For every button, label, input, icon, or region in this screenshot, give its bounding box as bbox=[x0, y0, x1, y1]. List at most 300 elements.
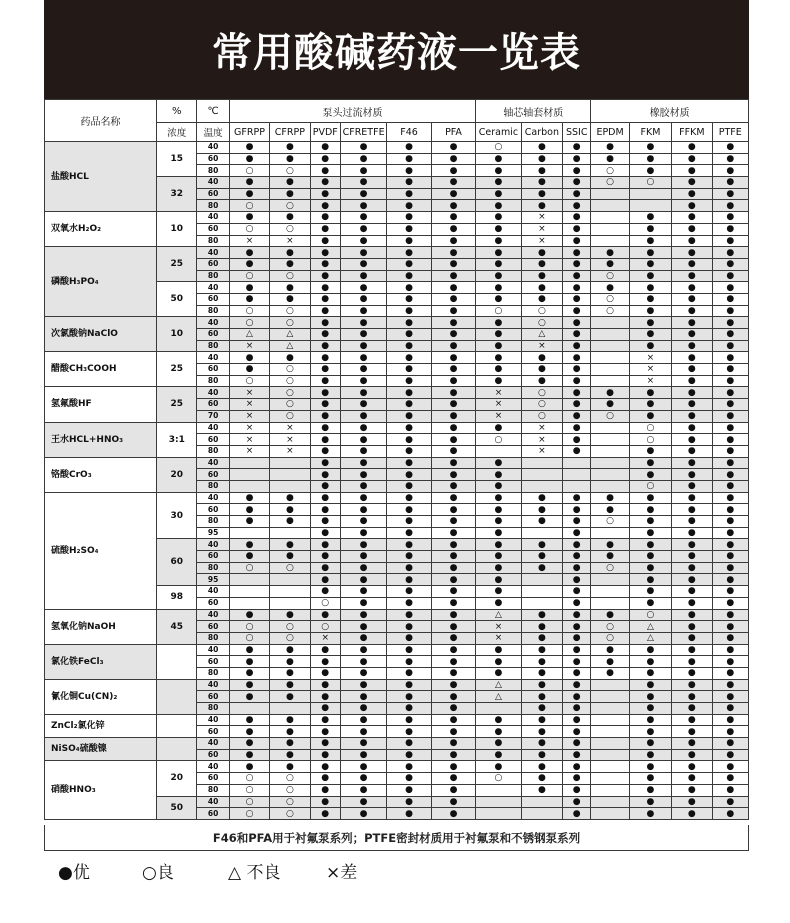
rating-cell: ● bbox=[712, 621, 748, 633]
rating-cell: ● bbox=[563, 235, 591, 247]
rating-cell: ● bbox=[431, 714, 476, 726]
rating-cell bbox=[591, 574, 629, 586]
rating-cell: ● bbox=[340, 714, 386, 726]
rating-cell: ● bbox=[229, 352, 269, 364]
rating-cell: ● bbox=[387, 200, 431, 212]
chemical-name: 双氧水H₂O₂ bbox=[45, 212, 157, 247]
rating-cell: ● bbox=[629, 445, 671, 457]
rating-cell: ○ bbox=[629, 177, 671, 189]
rating-cell: ● bbox=[629, 644, 671, 656]
temperature-cell: 60 bbox=[197, 399, 229, 411]
rating-cell: ● bbox=[712, 574, 748, 586]
rating-cell: ● bbox=[340, 457, 386, 469]
rating-cell: ● bbox=[672, 796, 712, 808]
rating-cell bbox=[270, 597, 310, 609]
rating-cell bbox=[521, 796, 562, 808]
rating-cell: × bbox=[521, 223, 562, 235]
rating-cell: ● bbox=[476, 270, 521, 282]
table-row bbox=[45, 609, 749, 621]
rating-cell bbox=[229, 469, 269, 481]
rating-cell: ● bbox=[672, 247, 712, 259]
chemical-name: 氢氧化钠NaOH bbox=[45, 609, 157, 644]
rating-cell: ● bbox=[340, 632, 386, 644]
rating-cell: △ bbox=[476, 679, 521, 691]
rating-cell: ● bbox=[431, 761, 476, 773]
rating-cell: ● bbox=[340, 679, 386, 691]
rating-cell bbox=[591, 773, 629, 785]
rating-cell: ● bbox=[591, 609, 629, 621]
rating-cell: ○ bbox=[229, 773, 269, 785]
rating-cell: ● bbox=[712, 177, 748, 189]
rating-cell: ● bbox=[629, 527, 671, 539]
rating-cell: ● bbox=[521, 375, 562, 387]
rating-cell: ● bbox=[521, 632, 562, 644]
rating-cell: ● bbox=[563, 188, 591, 200]
rating-cell: ● bbox=[310, 761, 340, 773]
rating-cell: ● bbox=[310, 177, 340, 189]
temperature-cell: 40 bbox=[197, 457, 229, 469]
rating-cell: ● bbox=[387, 247, 431, 259]
rating-cell: ● bbox=[712, 212, 748, 224]
rating-cell: ● bbox=[672, 726, 712, 738]
rating-cell: ○ bbox=[521, 305, 562, 317]
rating-cell: ● bbox=[672, 714, 712, 726]
rating-cell: ● bbox=[672, 469, 712, 481]
rating-cell: ● bbox=[521, 539, 562, 551]
rating-cell: ● bbox=[476, 726, 521, 738]
rating-cell: ● bbox=[431, 282, 476, 294]
rating-cell bbox=[591, 434, 629, 446]
rating-cell: ● bbox=[672, 667, 712, 679]
rating-cell: ● bbox=[310, 539, 340, 551]
rating-cell: ● bbox=[340, 235, 386, 247]
rating-cell bbox=[591, 784, 629, 796]
rating-cell: ○ bbox=[229, 165, 269, 177]
rating-cell: ● bbox=[712, 527, 748, 539]
rating-cell: ● bbox=[672, 223, 712, 235]
rating-cell: × bbox=[229, 422, 269, 434]
rating-cell: ● bbox=[629, 469, 671, 481]
temperature-cell: 40 bbox=[197, 352, 229, 364]
rating-cell bbox=[591, 445, 629, 457]
rating-cell bbox=[591, 527, 629, 539]
rating-cell: × bbox=[476, 399, 521, 411]
table-row bbox=[45, 644, 749, 656]
rating-cell: ● bbox=[629, 223, 671, 235]
concentration-cell: 50 bbox=[157, 796, 197, 819]
rating-cell: ● bbox=[270, 714, 310, 726]
rating-cell: ○ bbox=[270, 796, 310, 808]
material-header: F46 bbox=[387, 123, 431, 142]
temperature-cell: 70 bbox=[197, 410, 229, 422]
rating-cell: ● bbox=[476, 492, 521, 504]
rating-cell: ● bbox=[340, 586, 386, 598]
rating-cell: ● bbox=[672, 387, 712, 399]
rating-cell: ● bbox=[712, 399, 748, 411]
rating-cell: ● bbox=[476, 223, 521, 235]
rating-cell: ● bbox=[229, 609, 269, 621]
rating-cell: ● bbox=[431, 293, 476, 305]
rating-cell: ● bbox=[521, 761, 562, 773]
table-body bbox=[45, 142, 749, 820]
rating-cell bbox=[591, 212, 629, 224]
rating-cell: ● bbox=[431, 422, 476, 434]
rating-cell: ● bbox=[672, 621, 712, 633]
rating-cell: ● bbox=[431, 434, 476, 446]
rating-cell: ● bbox=[476, 562, 521, 574]
rating-cell: ● bbox=[672, 562, 712, 574]
rating-cell: ● bbox=[431, 142, 476, 154]
rating-cell: ● bbox=[476, 235, 521, 247]
temperature-cell: 40 bbox=[197, 422, 229, 434]
concentration-cell bbox=[157, 714, 197, 737]
chemical-name: 王水HCL+HNO₃ bbox=[45, 422, 157, 457]
rating-cell: ● bbox=[431, 340, 476, 352]
rating-cell: ● bbox=[387, 165, 431, 177]
rating-cell: ● bbox=[563, 738, 591, 750]
rating-cell bbox=[476, 445, 521, 457]
temperature-cell: 80 bbox=[197, 667, 229, 679]
rating-cell: ● bbox=[340, 644, 386, 656]
rating-cell bbox=[476, 784, 521, 796]
rating-cell bbox=[591, 422, 629, 434]
temperature-cell: 40 bbox=[197, 738, 229, 750]
rating-cell: ● bbox=[387, 586, 431, 598]
temperature-cell: 60 bbox=[197, 293, 229, 305]
rating-cell bbox=[591, 188, 629, 200]
table-row bbox=[45, 247, 749, 259]
rating-cell: ● bbox=[476, 714, 521, 726]
rating-cell: △ bbox=[270, 340, 310, 352]
rating-cell: ● bbox=[591, 247, 629, 259]
rating-cell: ● bbox=[310, 574, 340, 586]
rating-cell: ● bbox=[563, 749, 591, 761]
temperature-cell: 60 bbox=[197, 504, 229, 516]
table-row bbox=[45, 387, 749, 399]
rating-cell: ● bbox=[672, 410, 712, 422]
rating-cell: ● bbox=[270, 644, 310, 656]
rating-cell: ● bbox=[672, 422, 712, 434]
legend-item-bad bbox=[326, 858, 357, 883]
rating-cell: ● bbox=[229, 516, 269, 528]
rating-cell: ● bbox=[629, 714, 671, 726]
rating-cell: ● bbox=[340, 761, 386, 773]
rating-cell: × bbox=[521, 340, 562, 352]
rating-cell bbox=[270, 703, 310, 715]
rating-cell: ● bbox=[712, 364, 748, 376]
rating-cell: ● bbox=[387, 177, 431, 189]
rating-cell: ● bbox=[340, 399, 386, 411]
temperature-cell: 80 bbox=[197, 340, 229, 352]
rating-cell: ● bbox=[476, 551, 521, 563]
temperature-cell: 40 bbox=[197, 247, 229, 259]
rating-cell: ● bbox=[340, 445, 386, 457]
legend-label: 差 bbox=[340, 862, 358, 883]
rating-cell: ● bbox=[629, 586, 671, 598]
rating-cell: ● bbox=[521, 773, 562, 785]
rating-cell: ● bbox=[629, 399, 671, 411]
rating-cell bbox=[270, 574, 310, 586]
rating-cell: ● bbox=[340, 247, 386, 259]
legend-label: 良 bbox=[156, 862, 174, 883]
rating-cell: ○ bbox=[310, 597, 340, 609]
rating-cell: ● bbox=[340, 305, 386, 317]
rating-cell: ○ bbox=[476, 142, 521, 154]
rating-cell: △ bbox=[476, 609, 521, 621]
rating-cell: ● bbox=[672, 270, 712, 282]
rating-cell: ● bbox=[476, 644, 521, 656]
rating-cell: ● bbox=[340, 410, 386, 422]
rating-cell: ● bbox=[229, 761, 269, 773]
rating-cell: ● bbox=[672, 142, 712, 154]
rating-cell: ● bbox=[672, 200, 712, 212]
rating-cell: ● bbox=[310, 235, 340, 247]
rating-cell: ● bbox=[310, 504, 340, 516]
rating-cell: ● bbox=[712, 516, 748, 528]
rating-cell: ● bbox=[712, 188, 748, 200]
rating-cell: ● bbox=[521, 679, 562, 691]
rating-cell: ● bbox=[712, 329, 748, 341]
rating-cell: ● bbox=[431, 667, 476, 679]
rating-cell: ● bbox=[310, 410, 340, 422]
chemical-name: 氯化铁FeCl₃ bbox=[45, 644, 157, 679]
rating-cell: ○ bbox=[591, 621, 629, 633]
rating-cell: ● bbox=[431, 258, 476, 270]
rating-cell: ● bbox=[521, 177, 562, 189]
rating-cell: ● bbox=[340, 703, 386, 715]
rating-cell: ● bbox=[672, 597, 712, 609]
temperature-cell: 40 bbox=[197, 387, 229, 399]
rating-cell: ● bbox=[629, 761, 671, 773]
rating-cell: ● bbox=[431, 656, 476, 668]
legend-item-good bbox=[142, 858, 228, 883]
temperature-cell: 60 bbox=[197, 773, 229, 785]
rating-cell: ● bbox=[310, 773, 340, 785]
rating-cell: ● bbox=[229, 492, 269, 504]
rating-cell: ● bbox=[340, 539, 386, 551]
rating-cell: ○ bbox=[229, 562, 269, 574]
rating-cell: ● bbox=[431, 749, 476, 761]
rating-cell: ● bbox=[340, 773, 386, 785]
rating-cell: ● bbox=[712, 223, 748, 235]
rating-cell: ● bbox=[672, 516, 712, 528]
rating-cell: ● bbox=[712, 434, 748, 446]
rating-cell: ● bbox=[270, 749, 310, 761]
rating-cell: ● bbox=[310, 188, 340, 200]
rating-cell: ● bbox=[712, 293, 748, 305]
rating-cell: ● bbox=[629, 551, 671, 563]
rating-cell: ● bbox=[712, 703, 748, 715]
rating-cell: ● bbox=[672, 504, 712, 516]
rating-cell: ● bbox=[431, 562, 476, 574]
rating-cell: ● bbox=[521, 644, 562, 656]
rating-cell: ○ bbox=[270, 632, 310, 644]
rating-cell: ● bbox=[340, 165, 386, 177]
rating-cell: ● bbox=[521, 364, 562, 376]
rating-cell: ● bbox=[310, 270, 340, 282]
rating-cell: ● bbox=[476, 516, 521, 528]
rating-cell: ● bbox=[629, 679, 671, 691]
rating-cell: ● bbox=[270, 142, 310, 154]
rating-cell bbox=[476, 796, 521, 808]
rating-cell: ● bbox=[310, 679, 340, 691]
rating-cell: ● bbox=[672, 212, 712, 224]
concentration-cell: 3:1 bbox=[157, 422, 197, 457]
rating-cell: ● bbox=[672, 305, 712, 317]
rating-cell: ● bbox=[387, 738, 431, 750]
temperature-cell: 40 bbox=[197, 761, 229, 773]
rating-cell: ● bbox=[270, 282, 310, 294]
rating-cell: ● bbox=[672, 434, 712, 446]
rating-cell bbox=[629, 200, 671, 212]
temperature-cell: 80 bbox=[197, 445, 229, 457]
rating-cell: ● bbox=[672, 188, 712, 200]
rating-cell: ● bbox=[521, 165, 562, 177]
rating-cell bbox=[591, 223, 629, 235]
rating-cell: ● bbox=[310, 247, 340, 259]
rating-cell: × bbox=[629, 352, 671, 364]
rating-cell: ● bbox=[476, 527, 521, 539]
rating-cell: ● bbox=[476, 200, 521, 212]
rating-cell: ● bbox=[591, 387, 629, 399]
rating-cell: ● bbox=[712, 258, 748, 270]
temperature-cell: 40 bbox=[197, 679, 229, 691]
chemical-name: 氢氟酸HF bbox=[45, 387, 157, 422]
rating-cell: ● bbox=[712, 562, 748, 574]
rating-cell: ● bbox=[629, 258, 671, 270]
rating-cell: ● bbox=[340, 352, 386, 364]
rating-cell: ● bbox=[387, 504, 431, 516]
rating-cell: ● bbox=[431, 247, 476, 259]
rating-cell: ● bbox=[340, 293, 386, 305]
temperature-cell: 80 bbox=[197, 200, 229, 212]
rating-cell: ○ bbox=[591, 293, 629, 305]
rating-cell: ● bbox=[431, 539, 476, 551]
rating-cell: ● bbox=[431, 773, 476, 785]
rating-cell: ● bbox=[310, 492, 340, 504]
rating-cell: ● bbox=[629, 305, 671, 317]
rating-cell: ● bbox=[387, 679, 431, 691]
rating-cell: ○ bbox=[591, 516, 629, 528]
rating-cell: ● bbox=[431, 480, 476, 492]
rating-cell: ● bbox=[387, 796, 431, 808]
rating-cell: × bbox=[229, 445, 269, 457]
rating-cell: ● bbox=[563, 434, 591, 446]
legend-label: 优 bbox=[72, 862, 90, 883]
rating-cell: ● bbox=[563, 796, 591, 808]
rating-cell: ● bbox=[431, 375, 476, 387]
rating-cell: ● bbox=[431, 352, 476, 364]
rating-cell: ● bbox=[563, 142, 591, 154]
rating-cell: ● bbox=[563, 177, 591, 189]
rating-cell: ● bbox=[476, 738, 521, 750]
rating-cell: ● bbox=[629, 726, 671, 738]
rating-cell bbox=[591, 586, 629, 598]
chemical-name: NiSO₄硫酸镍 bbox=[45, 738, 157, 761]
rating-cell: ● bbox=[340, 597, 386, 609]
rating-cell: ● bbox=[229, 738, 269, 750]
rating-cell: ● bbox=[563, 422, 591, 434]
rating-cell: ● bbox=[387, 551, 431, 563]
rating-cell: × bbox=[476, 632, 521, 644]
legend-symbol: ● bbox=[58, 862, 73, 883]
rating-cell: ● bbox=[629, 656, 671, 668]
rating-cell: ● bbox=[229, 212, 269, 224]
rating-cell: ● bbox=[270, 679, 310, 691]
rating-cell: ● bbox=[340, 329, 386, 341]
rating-cell: ● bbox=[629, 597, 671, 609]
chemical-name: 磷酸H₃PO₄ bbox=[45, 247, 157, 317]
rating-cell: ● bbox=[563, 586, 591, 598]
rating-cell: ● bbox=[672, 738, 712, 750]
rating-cell: ● bbox=[229, 691, 269, 703]
rating-cell: ● bbox=[672, 375, 712, 387]
material-header: GFRPP bbox=[229, 123, 269, 142]
celsius-header: ℃ bbox=[197, 100, 229, 123]
drug-name-header: 药品名称 bbox=[45, 100, 157, 142]
material-header: CFRPP bbox=[270, 123, 310, 142]
rating-cell bbox=[229, 574, 269, 586]
rating-cell: ● bbox=[672, 761, 712, 773]
rating-cell: ● bbox=[672, 352, 712, 364]
rating-cell: ● bbox=[229, 726, 269, 738]
concentration-cell bbox=[157, 679, 197, 714]
rating-cell: ● bbox=[310, 445, 340, 457]
rating-cell: ● bbox=[340, 609, 386, 621]
legend-symbol: × bbox=[326, 862, 341, 883]
temperature-cell: 80 bbox=[197, 270, 229, 282]
rating-cell: ● bbox=[712, 539, 748, 551]
rating-cell: ● bbox=[270, 609, 310, 621]
rating-cell: ● bbox=[387, 609, 431, 621]
rating-cell: ● bbox=[629, 247, 671, 259]
rating-cell: ● bbox=[310, 656, 340, 668]
rating-cell: ● bbox=[521, 621, 562, 633]
rating-cell: ● bbox=[431, 632, 476, 644]
concentration-cell: 20 bbox=[157, 457, 197, 492]
temperature-cell: 40 bbox=[197, 539, 229, 551]
rating-cell: ● bbox=[340, 270, 386, 282]
rating-cell bbox=[521, 527, 562, 539]
rating-cell: ● bbox=[340, 621, 386, 633]
rating-cell: ○ bbox=[229, 784, 269, 796]
rating-cell bbox=[591, 808, 629, 820]
rating-cell: ○ bbox=[629, 422, 671, 434]
rating-cell: ● bbox=[563, 667, 591, 679]
rating-cell: ● bbox=[431, 609, 476, 621]
chemical-name: 铬酸CrO₃ bbox=[45, 457, 157, 492]
rating-cell: ● bbox=[270, 212, 310, 224]
rating-cell: ● bbox=[476, 504, 521, 516]
rating-cell: ● bbox=[431, 527, 476, 539]
rating-cell: ● bbox=[387, 621, 431, 633]
rating-cell: ● bbox=[712, 235, 748, 247]
rating-cell bbox=[476, 808, 521, 820]
chemical-name: 硫酸H₂SO₄ bbox=[45, 492, 157, 609]
rating-cell: ● bbox=[229, 364, 269, 376]
rating-cell bbox=[521, 574, 562, 586]
rating-cell: ● bbox=[340, 177, 386, 189]
rating-cell bbox=[563, 469, 591, 481]
rating-cell: ● bbox=[229, 177, 269, 189]
temperature-cell: 60 bbox=[197, 656, 229, 668]
rating-cell: ○ bbox=[521, 387, 562, 399]
rating-cell: ● bbox=[310, 796, 340, 808]
rating-cell: ● bbox=[712, 726, 748, 738]
rating-cell: ● bbox=[521, 188, 562, 200]
rating-cell: ● bbox=[629, 142, 671, 154]
rating-cell: × bbox=[229, 434, 269, 446]
